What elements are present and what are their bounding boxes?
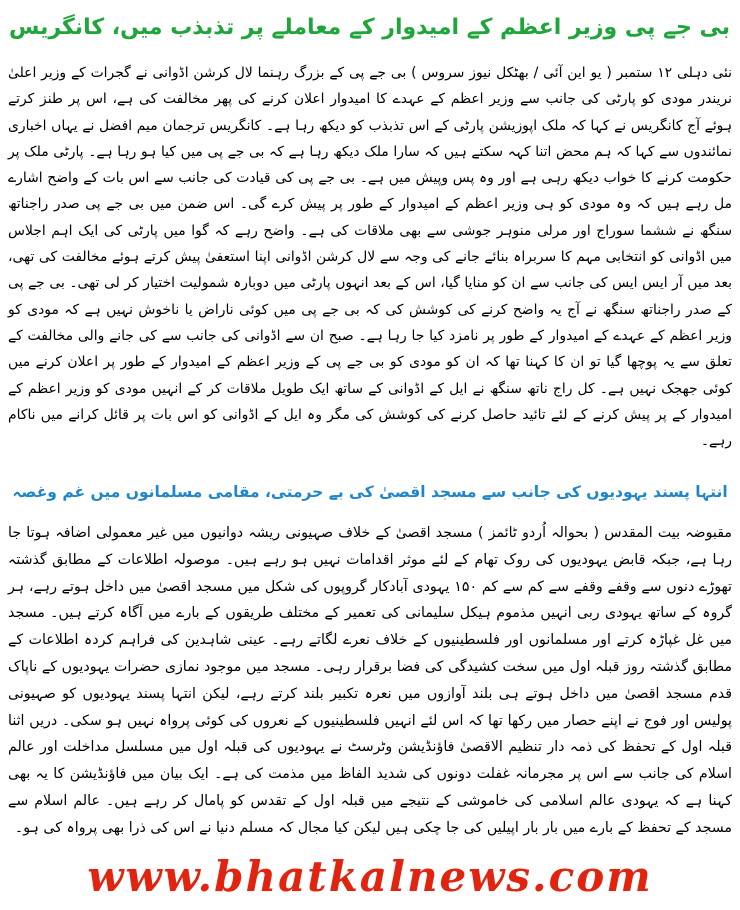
story2-headline: انتہا پسند یہودیوں کی جانب سے مسجد اقصیٰ کی بے حرمتی، مقامی مسلمانوں میں غم وغصہ bbox=[12, 483, 728, 501]
story2-body: مقبوضہ بیت المقدس ( بحوالہ اُردو ٹائمز ) مسجد اقصیٰ کے خلاف صہیونی ریشہ دوانیوں میں غیر معمولی اضافہ ہوتا جا رہا ہے، جبکہ قابض یہودیوں کی روک تھام کے لئے موثر اقدامات نہیں ہو رہے ہیں۔ موصولہ اطلاعات کے مطابق گذشتہ تھوڑے دنوں سے وقفے وقفے سے کم سے کم ۱۵۰ یہودی آبادکار گروپوں کی شکل میں مسجد اقصیٰ میں داخل ہوتے رہے، ہر گروہ کے ساتھ یہودی ربی انہیں مذموم ہیکل سلیمانی کی تعمیر کے مختلف طریقوں کے بارے میں آگاہ کرتے ہیں۔ مسجد میں غل غپاڑہ کرتے اور مسلمانوں اور فلسطینیوں کے خلاف نعرے لگاتے رہے۔ عینی شاہدین کی فراہم کردہ اطلاعات کے مطابق گذشتہ روز قبلہ اول میں سخت کشیدگی کی فضا برقرار رہی۔ مسجد میں موجود نمازی حضرات یہودیوں کے ناپاک قدم مسجد اقصیٰ میں داخل ہوتے ہی بلند آوازوں میں نعرہ تکبیر بلند کرتے رہے، لیکن انتہا پسند یہودیوں کو صہیونی پولیس اور فوج نے اپنے حصار میں رکھا تھا کہ اس لئے انہیں فلسطینیوں کے نعروں کی کوئی پرواہ نہیں ہو سکی۔ دریں اثنا قبلہ اول کے تحفظ کی ذمہ دار تنظیم الاقصیٰ فاؤنڈیشن وٹرسٹ نے یہودیوں کی قبلہ اول میں مسلسل مداخلت اور عالم اسلام کی جانب سے اس پر مجرمانہ غفلت دونوں کی شدید الفاظ میں مذمت کی ہے۔ ایک بیان میں فاؤنڈیشن کا یہ بھی کہنا ہے کہ یہودی عالم اسلامی کی خاموشی کے نتیجے میں قبلہ اول کے تقدس کو پامال کر رہے ہیں۔ عالم اسلام سے مسجد کے تحفظ کے بارے میں بار بار اپیلیں کی جا چکی ہیں لیکن کیا مجال کہ مسلم دنیا نے اس کی ذرا بھی پرواہ کی ہو۔ bbox=[8, 525, 733, 836]
story1-article bbox=[8, 60, 732, 460]
story1-headline: بی جے پی وزیر اعظم کے امیدوار کے معاملے پر تذبذب میں، کانگریس bbox=[8, 15, 730, 40]
site-url-footer[interactable]: www.bhatkalnews.com bbox=[87, 852, 653, 901]
story1-body: نئی دہلی ۱۲ ستمبر ( یو این آئی / بھٹکل نیوز سروس ) بی جے پی کے بزرگ رہنما لال کرشن اڈوانی نے گجرات کے وزیر اعلیٰ نریندر مودی کو پارٹی کی جانب سے وزیر اعظم کے عہدے کا امیدوار اعلان کرنے کی پھر مخالفت کی ہے، اس پر طنز کرتے ہوئے آج کانگریس نے کہا کہ ملک اپوزیشن پارٹی کے اس تذبذب کو دیکھ رہا ہے۔ کانگریس ترجمان میم افضل نے یہاں اخباری نمائندوں سے کہا کہ ہم محض اتنا کہہ سکتے ہیں کہ سارا ملک دیکھ رہا ہے کہ بی جے پی میں کیا ہو رہا ہے۔ پارٹی ملک پر حکومت کرنے کا خواب دیکھ رہی ہے اور وہ پس وپیش میں ہے۔ بی جے پی کی قیادت کی جانب سے اس بات کے واضح اشارے مل رہے ہیں کہ وہ مودی کو ہی وزیر اعظم کے امیدوار کے طور پر پیش کرے گی۔ اس ضمن میں بی جے پی صدر راجناتھ سنگھ نے ششما سوراج اور مرلی منوہر جوشی سے بھی ملاقات کی ہے۔ واضح رہے کہ گوا میں پارٹی کی ایک اہم اجلاس میں اڈوانی کو انتخابی مہم کا سربراہ بنائے جانے کی وجہ سے لال کرشن اڈوانی اپنا استعفیٰ پیش کرتے ہوئے مخالفت کی تھی، بعد میں آر ایس ایس کی جانب سے ان کو منایا گیا، اس کے بعد انہوں پارٹی میں دوبارہ شمولیت اختیار کر لی تھی۔ بی جے پی کے صدر راجناتھ سنگھ نے آج یہ واضح کرنے کی کوشش کی کہ بی جے پی میں کوئی ناراض یا ناخوش نہیں ہے کہ مودی کو وزیر اعظم کے عہدے کے امیدوار کے طور پر نامزد کیا جا رہا ہے۔ صبح ان سے اڈوانی کی جانب سے کی جانے والی مخالفت کے تعلق سے یہ پوچھا گیا تو ان کا کہنا تھا کہ ان کو مودی کو بی جے پی کے وزیر اعظم کے امیدوار کے طور پر اعلان کرنے میں کوئی جھجک نہیں ہے۔ کل راج ناتھ سنگھ نے ایل کے اڈوانی کے ساتھ ایک طویل ملاقات کر کے انہیں مودی کو وزیر اعظم کے امیدوار کے پر پیش کرنے کے لئے تائید حاصل کرنے کی کوشش کی مگر وہ ایل کے اڈوانی کو اس بات پر قائل کرانے میں ناکام رہے۔ bbox=[8, 65, 732, 450]
story2-article bbox=[8, 520, 732, 850]
